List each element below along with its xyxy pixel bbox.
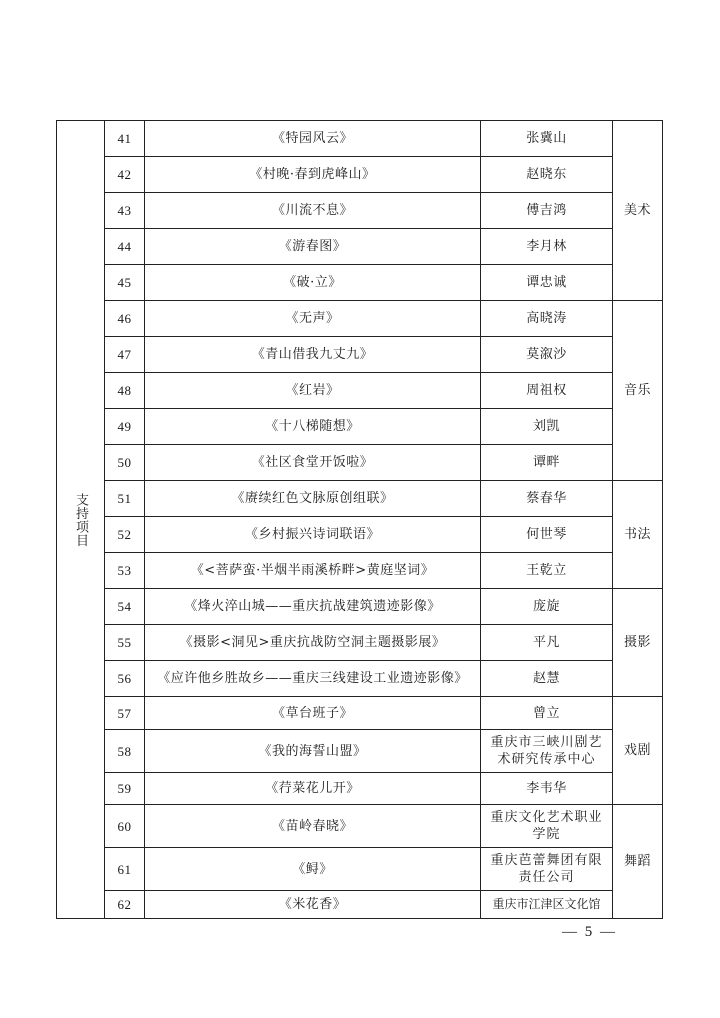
- row-number: 53: [105, 553, 145, 589]
- author-name: 赵慧: [481, 661, 613, 697]
- author-name: 高晓涛: [481, 301, 613, 337]
- table-row: [57, 373, 663, 409]
- row-number: 49: [105, 409, 145, 445]
- table-row: [57, 891, 663, 919]
- table-row: [57, 229, 663, 265]
- table-row: [57, 661, 663, 697]
- work-title: 《草台班子》: [145, 697, 481, 730]
- page-number: — 5 —: [562, 924, 617, 940]
- work-title: 《摄影<洞见>重庆抗战防空洞主题摄影展》: [145, 625, 481, 661]
- author-name: 莫溆沙: [481, 337, 613, 373]
- project-table: [56, 120, 663, 919]
- work-title: 《十八梯随想》: [145, 409, 481, 445]
- genre-art: 美术: [613, 121, 663, 301]
- row-number: 41: [105, 121, 145, 157]
- row-number: 44: [105, 229, 145, 265]
- table-row: [57, 337, 663, 373]
- table-row: [57, 805, 663, 848]
- genre-music: 音乐: [613, 301, 663, 481]
- genre-opera: 戏剧: [613, 697, 663, 805]
- author-name: 李韦华: [481, 773, 613, 805]
- work-title: 《破·立》: [145, 265, 481, 301]
- table-row: [57, 589, 663, 625]
- genre-dance: 舞蹈: [613, 805, 663, 919]
- row-number: 58: [105, 730, 145, 773]
- genre-photography: 摄影: [613, 589, 663, 697]
- author-name: 重庆市三峡川剧艺术研究传承中心: [481, 730, 613, 773]
- work-title: 《赓续红色文脉原创组联》: [145, 481, 481, 517]
- author-name: 曾立: [481, 697, 613, 730]
- work-title: 《村晚·春到虎峰山》: [145, 157, 481, 193]
- work-title: 《应许他乡胜故乡——重庆三线建设工业遗迹影像》: [145, 661, 481, 697]
- work-title: 《特园风云》: [145, 121, 481, 157]
- author-name: 刘凯: [481, 409, 613, 445]
- author-name: 赵晓东: [481, 157, 613, 193]
- work-title: 《荇菜花儿开》: [145, 773, 481, 805]
- work-title: 《社区食堂开饭啦》: [145, 445, 481, 481]
- work-title: 《烽火淬山城——重庆抗战建筑遗迹影像》: [145, 589, 481, 625]
- table-row: [57, 301, 663, 337]
- work-title: 《无声》: [145, 301, 481, 337]
- work-title: 《苗岭春晓》: [145, 805, 481, 848]
- author-name: 蔡春华: [481, 481, 613, 517]
- table-row: [57, 697, 663, 730]
- table-row: [57, 848, 663, 891]
- table-row: [57, 265, 663, 301]
- author-name: 何世琴: [481, 517, 613, 553]
- row-number: 54: [105, 589, 145, 625]
- work-title: 《我的海誓山盟》: [145, 730, 481, 773]
- table-row: [57, 481, 663, 517]
- row-number: 60: [105, 805, 145, 848]
- author-name: 庞旋: [481, 589, 613, 625]
- row-number: 61: [105, 848, 145, 891]
- work-title: 《游春图》: [145, 229, 481, 265]
- author-name: 周祖权: [481, 373, 613, 409]
- author-name: 王乾立: [481, 553, 613, 589]
- category-cell: 支持项目: [57, 121, 105, 919]
- table-row: [57, 193, 663, 229]
- row-number: 59: [105, 773, 145, 805]
- row-number: 42: [105, 157, 145, 193]
- author-name: 李月林: [481, 229, 613, 265]
- row-number: 46: [105, 301, 145, 337]
- author-name: 谭畔: [481, 445, 613, 481]
- author-name: 重庆芭蕾舞团有限责任公司: [481, 848, 613, 891]
- author-name: 重庆文化艺术职业学院: [481, 805, 613, 848]
- author-name: 重庆市江津区文化馆: [481, 891, 613, 919]
- author-name: 平凡: [481, 625, 613, 661]
- row-number: 51: [105, 481, 145, 517]
- work-title: 《米花香》: [145, 891, 481, 919]
- work-title: 《川流不息》: [145, 193, 481, 229]
- row-number: 50: [105, 445, 145, 481]
- work-title: 《红岩》: [145, 373, 481, 409]
- work-title: 《青山借我九丈九》: [145, 337, 481, 373]
- table-row: [57, 157, 663, 193]
- row-number: 62: [105, 891, 145, 919]
- row-number: 47: [105, 337, 145, 373]
- table-row: [57, 445, 663, 481]
- row-number: 52: [105, 517, 145, 553]
- author-name: 张冀山: [481, 121, 613, 157]
- table-row: [57, 773, 663, 805]
- table-row: [57, 121, 663, 157]
- row-number: 57: [105, 697, 145, 730]
- row-number: 55: [105, 625, 145, 661]
- row-number: 43: [105, 193, 145, 229]
- work-title: 《<菩萨蛮·半烟半雨溪桥畔>黄庭坚词》: [145, 553, 481, 589]
- table-row: [57, 625, 663, 661]
- work-title: 《乡村振兴诗词联语》: [145, 517, 481, 553]
- table-row: [57, 517, 663, 553]
- row-number: 56: [105, 661, 145, 697]
- genre-calligraphy: 书法: [613, 481, 663, 589]
- row-number: 45: [105, 265, 145, 301]
- author-name: 傅吉鸿: [481, 193, 613, 229]
- table-row: [57, 730, 663, 773]
- table-row: [57, 409, 663, 445]
- table-row: [57, 553, 663, 589]
- work-title: 《鲟》: [145, 848, 481, 891]
- row-number: 48: [105, 373, 145, 409]
- author-name: 谭忠诚: [481, 265, 613, 301]
